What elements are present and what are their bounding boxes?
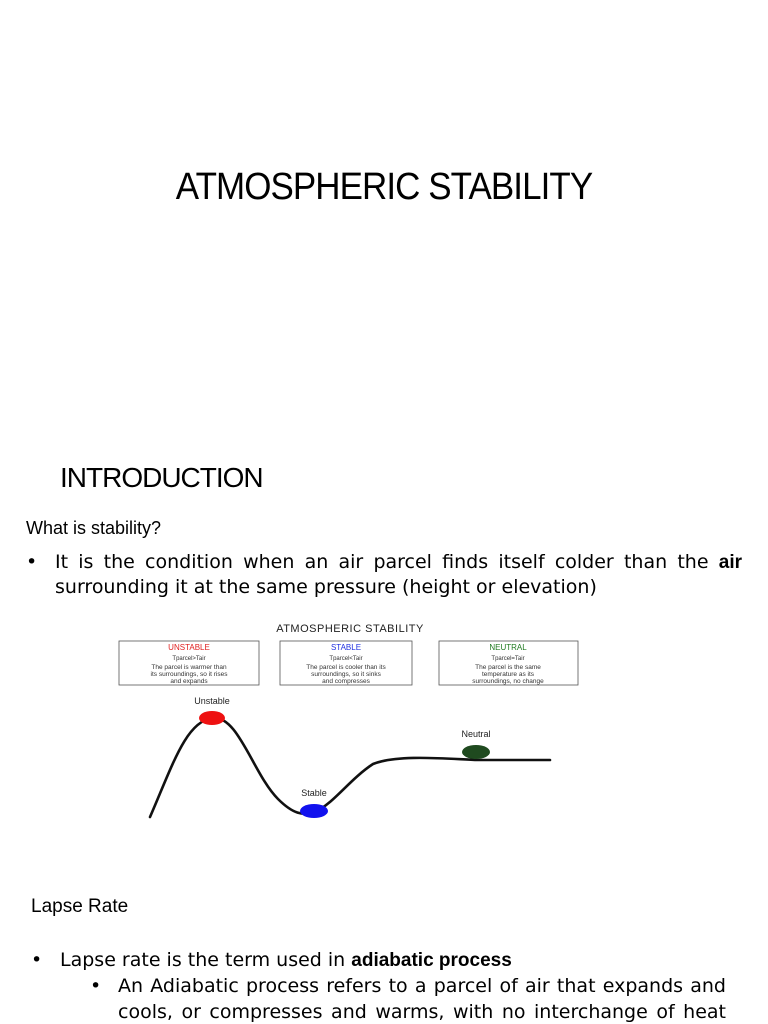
bullet-icon: • bbox=[26, 551, 38, 573]
neutral-label: Neutral bbox=[461, 729, 491, 739]
neutral-box-text-1: The parcel is the same bbox=[475, 664, 541, 671]
stable-box-formula: Tparcel<Tair bbox=[329, 656, 363, 662]
unstable-ball bbox=[199, 711, 225, 725]
stability-diagram bbox=[88, 614, 592, 824]
stable-box-label: STABLE bbox=[330, 643, 362, 652]
section-heading-lapse-rate: Lapse Rate bbox=[31, 896, 129, 917]
unstable-box-text-2: its surroundings, so it rises bbox=[150, 671, 228, 678]
sub-bullet-line-2: cools, or compresses and warms, with no interchange of heat bbox=[118, 1001, 726, 1023]
neutral-ball bbox=[462, 745, 490, 759]
unstable-box bbox=[119, 641, 259, 685]
definition-line-2: surrounding it at the same pressure (height or elevation) bbox=[55, 576, 597, 598]
figure-title: ATMOSPHERIC STABILITY bbox=[276, 623, 424, 635]
unstable-box-text-3: and expands bbox=[170, 678, 208, 685]
definition-line-1 bbox=[55, 550, 742, 575]
sub-bullet-line-1: An Adiabatic process refers to a parcel of air that expands and bbox=[118, 975, 726, 997]
neutral-box bbox=[439, 641, 578, 685]
neutral-box-text-3: surroundings, no change bbox=[472, 678, 544, 685]
neutral-box-label: NEUTRAL bbox=[489, 643, 527, 652]
lapse-bullet bbox=[60, 948, 512, 973]
lapse-bullet-bold: adiabatic process bbox=[351, 950, 512, 971]
definition-text: It is the condition when an air parcel finds itself colder than the bbox=[55, 551, 709, 573]
unstable-box-formula: Tparcel>Tair bbox=[172, 656, 206, 662]
unstable-label: Unstable bbox=[194, 696, 230, 706]
lapse-bullet-text: Lapse rate is the term used in bbox=[60, 949, 346, 971]
neutral-box-text-2: temperature as its bbox=[481, 671, 535, 678]
bullet-icon: • bbox=[31, 949, 43, 971]
question-heading: What is stability? bbox=[26, 518, 162, 538]
unstable-box-text-1: The parcel is warmer than bbox=[151, 664, 227, 671]
definition-bold-word: air bbox=[718, 552, 742, 573]
stable-box-text-1: The parcel is cooler than its bbox=[306, 664, 386, 671]
sub-bullet-icon: • bbox=[90, 975, 102, 997]
stable-label: Stable bbox=[301, 788, 327, 798]
stable-box-text-2: surroundings, so it sinks bbox=[311, 671, 381, 678]
stable-box bbox=[280, 641, 412, 685]
unstable-box-label: UNSTABLE bbox=[168, 643, 210, 652]
page-title: ATMOSPHERIC STABILITY bbox=[175, 166, 593, 208]
section-heading-introduction: INTRODUCTION bbox=[60, 462, 263, 493]
stable-box-text-3: and compresses bbox=[322, 678, 370, 685]
stable-ball bbox=[300, 804, 328, 818]
neutral-box-formula: Tparcel=Tair bbox=[491, 656, 525, 662]
